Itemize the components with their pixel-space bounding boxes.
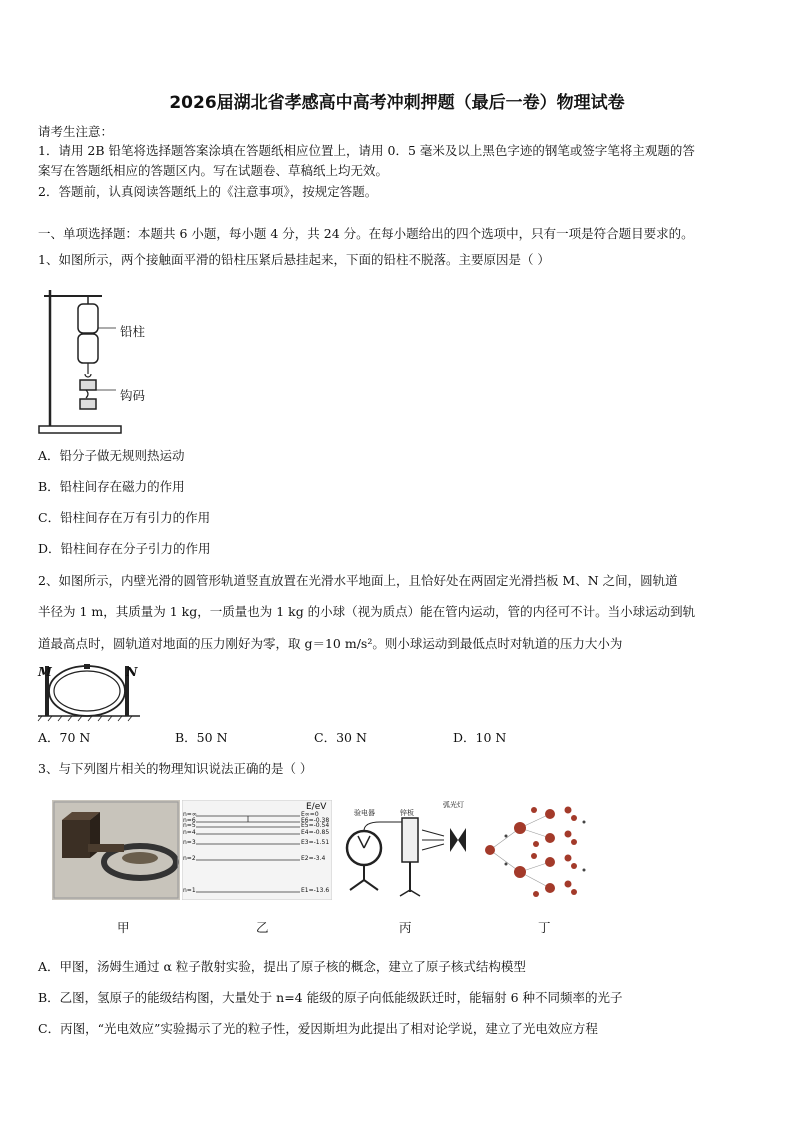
hook-weight-1	[80, 380, 96, 390]
q3-figure-ding	[478, 800, 598, 900]
level-n-4: n=4	[183, 829, 196, 836]
lead-cylinder-lower	[78, 334, 98, 363]
q1-option-b: B．铅柱间存在磁力的作用	[38, 479, 185, 494]
chain-reaction-diagram	[478, 800, 598, 900]
tube-inner	[54, 671, 120, 711]
label-electroscope: 验电器	[354, 809, 375, 817]
tube-outer	[49, 666, 125, 716]
q1-option-c: C．铅柱间存在万有引力的作用	[38, 510, 211, 525]
q2-option-d: D．10 N	[453, 730, 507, 745]
q3-option-c: C．丙图，“光电效应”实验揭示了光的粒子性，爱因斯坦为此提出了相对论学说，建立了光电效应方程	[38, 1021, 598, 1036]
level-e-1: E1=-13.6	[301, 887, 330, 894]
notice-item-1-line-2: 案写在答题纸相应的答题区内。写在试题卷、草稿纸上均无效。	[38, 163, 389, 178]
stand-base	[39, 426, 121, 433]
q3-figure-jia	[52, 800, 180, 900]
label-arc-lamp: 弧光灯	[443, 801, 464, 809]
q2-label-m: M	[38, 664, 52, 679]
arc-lamp	[450, 828, 458, 852]
q3-caption-bing: 丙	[399, 920, 412, 935]
level-n-inf: n=∞	[183, 811, 197, 818]
notice-heading: 请考生注意：	[38, 124, 114, 139]
q3-stem: 3、与下列图片相关的物理知识说法正确的是（ ）	[38, 761, 313, 776]
q3-caption-yi: 乙	[256, 920, 269, 935]
q3-option-a: A．甲图，汤姆生通过 α 粒子散射实验，提出了原子核的概念，建立了原子核式结构模型	[38, 959, 526, 974]
label-zinc-plate: 锌板	[400, 809, 414, 817]
q1-label-hook-weight: 钩码	[120, 388, 146, 403]
section-heading: 一、单项选择题：本题共 6 小题，每小题 4 分，共 24 分。在每小题给出的四个选项中，只有一项是符合题目要求的。	[38, 226, 694, 241]
level-e-2: E2=-3.4	[301, 855, 326, 862]
energy-unit-label: E/eV	[306, 802, 327, 812]
level-e-4: E4=-0.85	[301, 829, 330, 836]
q2-stem-line-2: 半径为 1 m，其质量为 1 kg，一质量也为 1 kg 的小球（视为质点）能在管内运动，管的内径可不计。当小球运动到轨	[38, 604, 696, 619]
ball	[84, 664, 90, 669]
page-title: 2026届湖北省孝感高中高考冲刺押题（最后一卷）物理试卷	[169, 93, 625, 113]
q3-option-b: B．乙图，氢原子的能级结构图，大量处于 n=4 能级的原子向低能级跃迁时，能辐射 6 种不同频率的光子	[38, 990, 623, 1005]
q2-stem-line-1: 2、如图所示，内壁光滑的圆管形轨道竖直放置在光滑水平地面上，且恰好处在两固定光滑挡板 M、N 之间，圆轨道	[38, 573, 678, 588]
q2-option-b: B．50 N	[175, 730, 228, 745]
level-e-6: E6=-0.38	[301, 817, 330, 824]
q3-caption-ding: 丁	[538, 920, 551, 935]
lead-cylinder-upper	[78, 304, 98, 333]
hook-weight-2	[80, 399, 96, 409]
level-e-inf: E∞=0	[301, 811, 319, 818]
notice-item-1-line-1: 1．请用 2B 铅笔将选择题答案涂填在答题纸相应位置上，请用 0．5 毫米及以上黑色字迹的钢笔或签字笔将主观题的答	[38, 143, 695, 158]
level-e-3: E3=-1.51	[301, 839, 330, 846]
level-e-5: E5=-0.54	[301, 822, 330, 829]
alpha-scattering-apparatus-image	[52, 800, 180, 900]
level-n-2: n=2	[183, 855, 196, 862]
q1-figure-svg	[36, 278, 196, 438]
q2-stem-line-3: 道最高点时，圆轨道对地面的压力刚好为零，取 g＝10 m/s²。则小球运动到最低点时对轨道的压力大小为	[38, 636, 623, 651]
q2-option-a: A．70 N	[38, 730, 91, 745]
level-n-5: n=5	[183, 822, 196, 829]
level-n-6: n=6	[183, 817, 196, 824]
level-n-3: n=3	[183, 839, 196, 846]
q2-option-c: C．30 N	[314, 730, 367, 745]
q1-figure	[36, 278, 196, 438]
q1-stem: 1、如图所示，两个接触面平滑的铅柱压紧后悬挂起来，下面的铅柱不脱落。主要原因是（ ）	[38, 252, 550, 267]
q2-label-n: N	[126, 664, 138, 679]
q1-option-a: A．铅分子做无规则热运动	[38, 448, 185, 463]
q1-label-lead-cylinder: 铅柱	[120, 324, 146, 339]
notice-item-2: 2．答题前，认真阅读答题纸上的《注意事项》，按规定答题。	[38, 184, 378, 199]
zinc-plate	[402, 818, 418, 862]
level-n-1: n=1	[183, 887, 196, 894]
q3-caption-jia: 甲	[117, 920, 130, 935]
q1-option-d: D．铅柱间存在分子引力的作用	[38, 541, 211, 556]
